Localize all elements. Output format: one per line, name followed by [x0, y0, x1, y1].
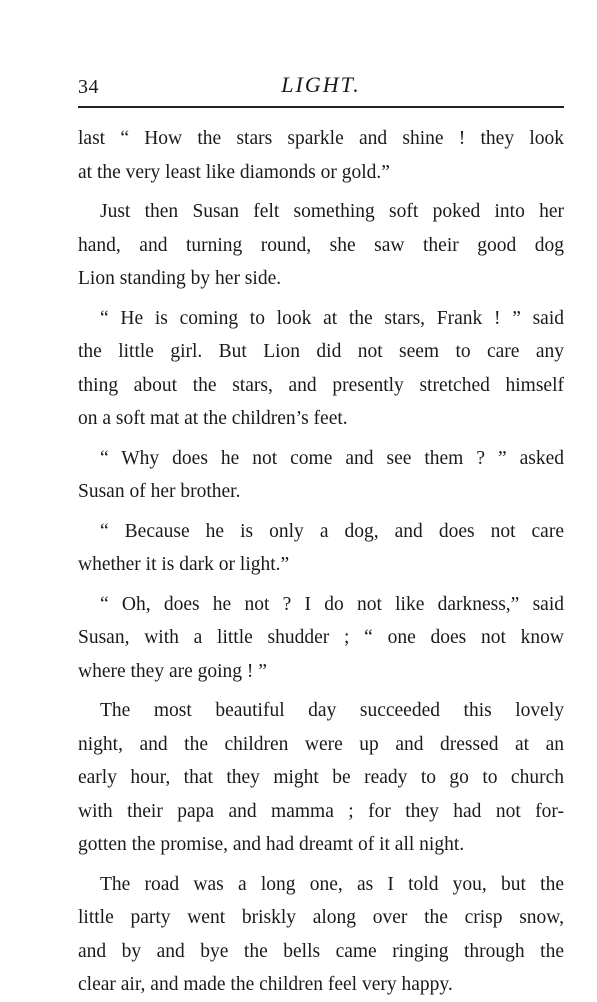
text-line: gotten the promise, and had dreamt of it all night. — [78, 834, 465, 855]
text-line: The road was a long one, as I told you, but the — [100, 873, 564, 895]
body-text — [78, 122, 564, 1002]
text-line: “ Oh, does he not ? I do not like darkness,” said — [100, 593, 564, 615]
text-line: on a soft mat at the children’s feet. — [78, 408, 348, 429]
text-line: the little girl. But Lion did not seem to care any — [78, 341, 564, 362]
running-title: LIGHT. — [281, 72, 361, 97]
text-line: where they are going ! ” — [78, 660, 267, 682]
text-line: Just then Susan felt something soft poked into her — [100, 201, 564, 222]
text-line: Susan, with a little shudder ; “ one does not know — [78, 627, 564, 648]
text-line: with their papa and mamma ; for they had not for- — [78, 800, 564, 822]
text-line: at the very least like diamonds or gold.” — [78, 161, 390, 183]
text-line: clear air, and made the children feel very happy. — [78, 974, 453, 995]
text-line: and by and bye the bells came ringing through the — [78, 940, 564, 962]
text-line: little party went briskly along over the crisp snow, — [78, 907, 564, 928]
page-header — [78, 68, 564, 98]
text-line: whether it is dark or light.” — [78, 554, 290, 575]
text-line: night, and the children were up and dressed at an — [78, 733, 564, 755]
text-line: thing about the stars, and presently stretched himself — [78, 374, 564, 396]
text-line: hand, and turning round, she saw their good dog — [78, 234, 564, 256]
text-line: Susan of her brother. — [78, 481, 241, 502]
text-line: early hour, that they might be ready to go to church — [78, 767, 564, 788]
header-rule — [78, 106, 564, 108]
text-line: “ Because he is only a dog, and does not care — [100, 520, 564, 542]
text-line: last “ How the stars sparkle and shine ! they look — [78, 128, 564, 149]
text-line: “ Why does he not come and see them ? ” asked — [100, 447, 564, 469]
text-line: Lion standing by her side. — [78, 268, 282, 289]
text-line: The most beautiful day succeeded this lovely — [100, 700, 564, 721]
page-number: 34 — [78, 76, 99, 98]
text-line: “ He is coming to look at the stars, Frank ! ” said — [100, 307, 564, 329]
